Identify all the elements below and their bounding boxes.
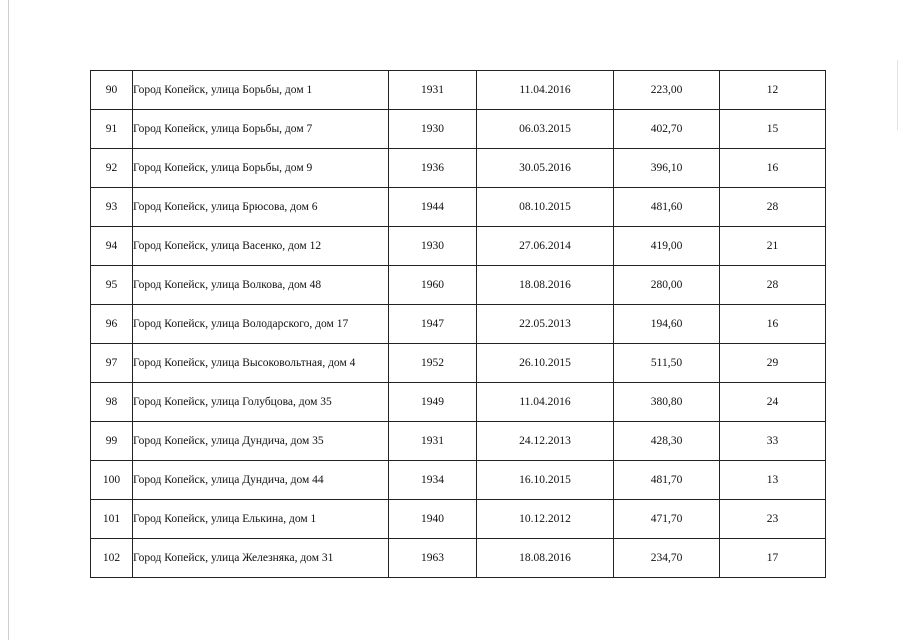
- row-number-cell: 92: [91, 149, 133, 188]
- table-row: [91, 500, 826, 539]
- address-cell: Город Копейск, улица Елькина, дом 1: [133, 500, 389, 539]
- address-cell: Город Копейск, улица Борьбы, дом 9: [133, 149, 389, 188]
- count-cell: 23: [720, 500, 826, 539]
- table-row: [91, 188, 826, 227]
- count-cell: 15: [720, 110, 826, 149]
- date-cell: 22.05.2013: [477, 305, 614, 344]
- table-row: [91, 149, 826, 188]
- table-row: [91, 539, 826, 578]
- date-cell: 10.12.2012: [477, 500, 614, 539]
- count-cell: 13: [720, 461, 826, 500]
- build-year-cell: 1931: [389, 71, 477, 110]
- address-cell: Город Копейск, улица Брюсова, дом 6: [133, 188, 389, 227]
- date-cell: 16.10.2015: [477, 461, 614, 500]
- table-row: [91, 305, 826, 344]
- area-cell: 481,70: [614, 461, 720, 500]
- area-cell: 194,60: [614, 305, 720, 344]
- date-cell: 24.12.2013: [477, 422, 614, 461]
- row-number-cell: 97: [91, 344, 133, 383]
- row-number-cell: 93: [91, 188, 133, 227]
- date-cell: 08.10.2015: [477, 188, 614, 227]
- address-cell: Город Копейск, улица Дундича, дом 35: [133, 422, 389, 461]
- address-cell: Город Копейск, улица Голубцова, дом 35: [133, 383, 389, 422]
- row-number-cell: 96: [91, 305, 133, 344]
- area-cell: 471,70: [614, 500, 720, 539]
- address-cell: Город Копейск, улица Борьбы, дом 1: [133, 71, 389, 110]
- address-cell: Город Копейск, улица Борьбы, дом 7: [133, 110, 389, 149]
- table-row: [91, 227, 826, 266]
- count-cell: 24: [720, 383, 826, 422]
- date-cell: 26.10.2015: [477, 344, 614, 383]
- count-cell: 33: [720, 422, 826, 461]
- build-year-cell: 1960: [389, 266, 477, 305]
- address-cell: Город Копейск, улица Дундича, дом 44: [133, 461, 389, 500]
- row-number-cell: 94: [91, 227, 133, 266]
- table-row: [91, 344, 826, 383]
- build-year-cell: 1934: [389, 461, 477, 500]
- count-cell: 17: [720, 539, 826, 578]
- scan-edge-mark: [897, 60, 898, 130]
- row-number-cell: 100: [91, 461, 133, 500]
- build-year-cell: 1963: [389, 539, 477, 578]
- table-row: [91, 383, 826, 422]
- table-row: [91, 110, 826, 149]
- area-cell: 223,00: [614, 71, 720, 110]
- area-cell: 280,00: [614, 266, 720, 305]
- count-cell: 12: [720, 71, 826, 110]
- housing-registry-table: [90, 70, 826, 578]
- count-cell: 16: [720, 149, 826, 188]
- count-cell: 28: [720, 266, 826, 305]
- table-row: [91, 422, 826, 461]
- build-year-cell: 1936: [389, 149, 477, 188]
- address-cell: Город Копейск, улица Васенко, дом 12: [133, 227, 389, 266]
- address-cell: Город Копейск, улица Володарского, дом 17: [133, 305, 389, 344]
- date-cell: 18.08.2016: [477, 539, 614, 578]
- address-cell: Город Копейск, улица Железняка, дом 31: [133, 539, 389, 578]
- address-cell: Город Копейск, улица Волкова, дом 48: [133, 266, 389, 305]
- row-number-cell: 99: [91, 422, 133, 461]
- area-cell: 234,70: [614, 539, 720, 578]
- build-year-cell: 1949: [389, 383, 477, 422]
- area-cell: 481,60: [614, 188, 720, 227]
- build-year-cell: 1944: [389, 188, 477, 227]
- build-year-cell: 1930: [389, 227, 477, 266]
- date-cell: 06.03.2015: [477, 110, 614, 149]
- build-year-cell: 1947: [389, 305, 477, 344]
- row-number-cell: 102: [91, 539, 133, 578]
- build-year-cell: 1931: [389, 422, 477, 461]
- table-row: [91, 266, 826, 305]
- area-cell: 380,80: [614, 383, 720, 422]
- count-cell: 28: [720, 188, 826, 227]
- row-number-cell: 98: [91, 383, 133, 422]
- table-row: [91, 71, 826, 110]
- date-cell: 11.04.2016: [477, 71, 614, 110]
- count-cell: 29: [720, 344, 826, 383]
- page-margin-line: [8, 0, 9, 640]
- date-cell: 18.08.2016: [477, 266, 614, 305]
- count-cell: 21: [720, 227, 826, 266]
- row-number-cell: 90: [91, 71, 133, 110]
- date-cell: 27.06.2014: [477, 227, 614, 266]
- area-cell: 419,00: [614, 227, 720, 266]
- area-cell: 511,50: [614, 344, 720, 383]
- date-cell: 30.05.2016: [477, 149, 614, 188]
- row-number-cell: 101: [91, 500, 133, 539]
- build-year-cell: 1930: [389, 110, 477, 149]
- row-number-cell: 91: [91, 110, 133, 149]
- table-row: [91, 461, 826, 500]
- table-body: [91, 71, 826, 578]
- address-cell: Город Копейск, улица Высоковольтная, дом 4: [133, 344, 389, 383]
- count-cell: 16: [720, 305, 826, 344]
- area-cell: 402,70: [614, 110, 720, 149]
- row-number-cell: 95: [91, 266, 133, 305]
- build-year-cell: 1940: [389, 500, 477, 539]
- build-year-cell: 1952: [389, 344, 477, 383]
- area-cell: 428,30: [614, 422, 720, 461]
- area-cell: 396,10: [614, 149, 720, 188]
- date-cell: 11.04.2016: [477, 383, 614, 422]
